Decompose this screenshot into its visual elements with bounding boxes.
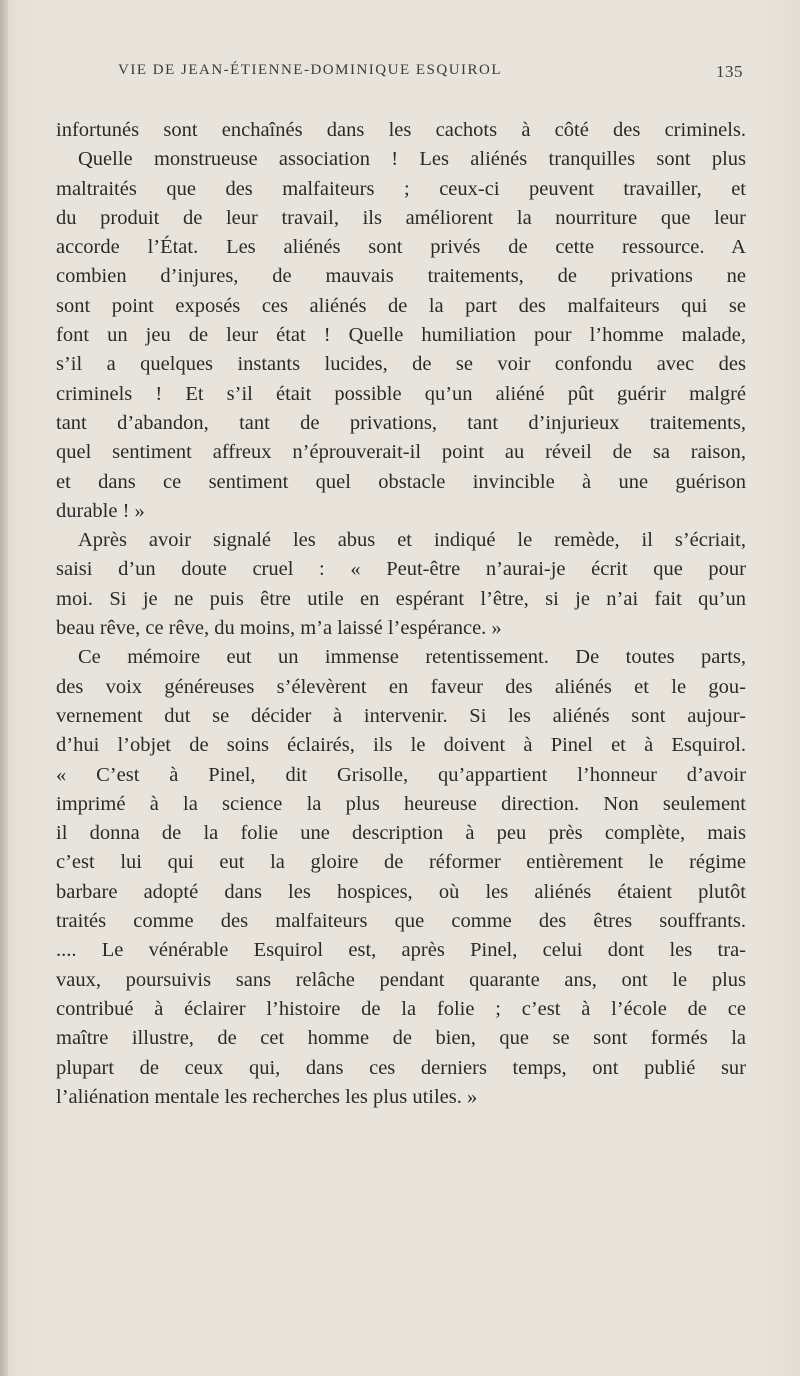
text-line: vernement dut se décider à intervenir. Si les aliénés sont aujour- — [56, 704, 746, 727]
text-line: moi. Si je ne puis être utile en espérant l’être, si je n’ai fait qu’un — [56, 587, 746, 610]
page-gutter-shadow — [0, 0, 8, 1376]
text-line: accorde l’État. Les aliénés sont privés de cette ressource. A — [56, 236, 746, 259]
page-number: 135 — [716, 62, 743, 81]
text-line: font un jeu de leur état ! Quelle humiliation pour l’homme malade, — [56, 324, 746, 347]
text-line: sont point exposés ces aliénés de la part des malfaiteurs qui se — [56, 294, 746, 317]
running-title: VIE DE JEAN-ÉTIENNE-DOMINIQUE ESQUIROL — [118, 62, 503, 78]
text-line: et dans ce sentiment quel obstacle invincible à une guérison — [56, 470, 746, 493]
text-line: plupart de ceux qui, dans ces derniers temps, ont publié sur — [56, 1056, 746, 1079]
text-line: contribué à éclairer l’histoire de la folie ; c’est à l’école de ce — [56, 997, 746, 1020]
text-line: il donna de la folie une description à peu près complète, mais — [56, 822, 746, 845]
text-line: maltraités que des malfaiteurs ; ceux-ci peuvent travailler, et — [56, 177, 746, 200]
text-line: infortunés sont enchaînés dans les cachots à côté des criminels. — [56, 119, 746, 141]
text-line: s’il a quelques instants lucides, de se voir confondu avec des — [56, 353, 746, 376]
text-line: Après avoir signalé les abus et indiqué le remède, il s’écriait, — [78, 529, 746, 552]
text-line: combien d’injures, de mauvais traitements, de privations ne — [56, 265, 746, 288]
text-line: durable ! » — [56, 499, 145, 522]
text-line: tant d’abandon, tant de privations, tant d’injurieux traitements, — [56, 411, 746, 434]
text-line: vaux, poursuivis sans relâche pendant quarante ans, ont le plus — [56, 968, 746, 991]
text-line: l’aliénation mentale les recherches les plus utiles. » — [56, 1085, 478, 1108]
text-line: Quelle monstrueuse association ! Les aliénés tranquilles sont plus — [78, 148, 746, 171]
text-line: des voix généreuses s’élevèrent en faveur des aliénés et le gou- — [56, 675, 746, 698]
text-line: beau rêve, ce rêve, du moins, m’a laissé l’espérance. » — [56, 617, 502, 640]
text-line: criminels ! Et s’il était possible qu’un aliéné pût guérir malgré — [56, 382, 746, 405]
text-line: barbare adopté dans les hospices, où les aliénés étaient plutôt — [56, 880, 746, 903]
text-line: « C’est à Pinel, dit Grisolle, qu’appartient l’honneur d’avoir — [56, 763, 746, 786]
text-line: c’est lui qui eut la gloire de réformer entièrement le régime — [56, 851, 746, 874]
page-header — [118, 62, 743, 86]
text-line: d’hui l’objet de soins éclairés, ils le doivent à Pinel et à Esquirol. — [56, 734, 746, 757]
text-line: quel sentiment affreux n’éprouverait-il point au réveil de sa raison, — [56, 441, 746, 464]
text-line: maître illustre, de cet homme de bien, que se sont formés la — [56, 1027, 746, 1050]
text-line: du produit de leur travail, ils améliorent la nourriture que leur — [56, 206, 746, 229]
text-line: saisi d’un doute cruel : « Peut-être n’aurai-je écrit que pour — [56, 558, 746, 581]
text-line: traités comme des malfaiteurs que comme des êtres souffrants. — [56, 910, 746, 933]
text-line: imprimé à la science la plus heureuse direction. Non seulement — [56, 792, 746, 815]
text-line: Ce mémoire eut un immense retentissement. De toutes parts, — [78, 646, 746, 669]
text-line: .... Le vénérable Esquirol est, après Pinel, celui dont les tra- — [56, 939, 746, 962]
body-text — [56, 116, 746, 1112]
